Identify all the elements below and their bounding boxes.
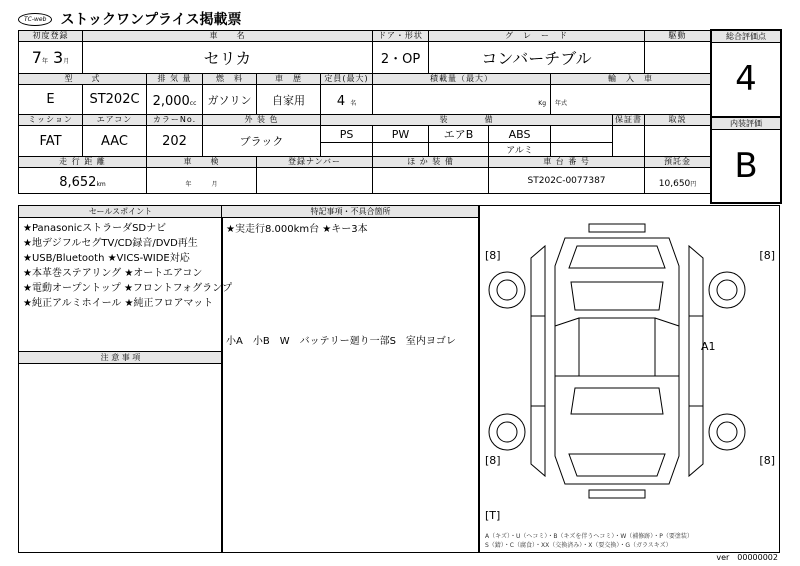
sales-point: ★本革巻ステアリング ★オートエアコン xyxy=(23,268,203,279)
exterior-color: ブラック xyxy=(203,126,321,157)
month: 3 xyxy=(53,48,64,67)
damage-mark-a1: A1 xyxy=(701,340,716,353)
interior-score: B xyxy=(734,146,758,186)
warranty-value xyxy=(613,126,645,157)
label-capacity: 定員(最大) xyxy=(321,74,373,85)
label-history: 車 歴 xyxy=(257,74,321,85)
inspection-diagram xyxy=(478,205,780,553)
equip-item: PS xyxy=(321,126,373,143)
import-year: 年式 xyxy=(551,85,711,115)
overall-score-box xyxy=(710,29,782,118)
sales-point: ★電動オープントップ ★フロントフォグランプ xyxy=(23,283,233,294)
spare-tire: [T] xyxy=(485,509,501,522)
load: Kg xyxy=(373,85,551,115)
displacement: 2,000cc xyxy=(147,85,203,115)
plate-number xyxy=(257,168,373,194)
tire-tread-rear-left: [8] xyxy=(485,454,501,467)
label-manual: 取説 xyxy=(645,115,711,126)
interior-score-box xyxy=(710,116,782,204)
sales-point: ★純正アルミホイール ★純正フロアマット xyxy=(23,298,214,309)
label-inspection: 車 検 xyxy=(147,157,257,168)
year: 7 xyxy=(31,48,42,67)
mission: FAT xyxy=(19,126,83,157)
overall-score: 4 xyxy=(735,59,757,99)
equip-item xyxy=(373,143,429,157)
label-type: 型 式 xyxy=(19,74,147,85)
manual-value xyxy=(645,126,711,157)
equip-item: PW xyxy=(373,126,429,143)
tire-tread-front-right: [8] xyxy=(759,249,775,262)
history: 自家用 xyxy=(257,85,321,115)
label-color-no: カラーNo. xyxy=(147,115,203,126)
sales-points-label: セールスポイント xyxy=(19,206,222,218)
label-import: 輸 入 車 xyxy=(551,74,711,85)
capacity: 4 名 xyxy=(321,85,373,115)
other-equipment xyxy=(373,168,489,194)
remarks-label: 特記事項・不具合箇所 xyxy=(222,206,479,218)
interior-score-label: 内装評価 xyxy=(712,118,780,130)
label-price: 預託金 xyxy=(645,157,711,168)
tire-tread-rear-right: [8] xyxy=(759,454,775,467)
sales-point: ★USB/Bluetooth ★VICS-WIDE対応 xyxy=(23,253,190,264)
door-type: 2・OP xyxy=(373,42,429,74)
tire-tread-front-left: [8] xyxy=(485,249,501,262)
equip-item: エアB xyxy=(429,126,489,143)
equip-item xyxy=(429,143,489,157)
aircon: AAC xyxy=(83,126,147,157)
mileage: 8,652km xyxy=(19,168,147,194)
chassis-number: ST202C-0077387 xyxy=(489,168,645,194)
notes-label: 注 意 事 項 xyxy=(19,352,222,364)
label-equipment: 装 備 xyxy=(321,115,613,126)
equip-item xyxy=(551,143,613,157)
label-other-equip: ほ か 装 備 xyxy=(373,157,489,168)
label-fuel: 燃 料 xyxy=(203,74,257,85)
header xyxy=(18,8,241,30)
label-chassis: 車 台 番 号 xyxy=(489,157,645,168)
remarks-box xyxy=(221,205,480,553)
tc-web-logo: TC-web xyxy=(18,13,52,26)
label-mileage: 走 行 距 離 xyxy=(19,157,147,168)
deposit: 10,650円 xyxy=(645,168,711,194)
label-warranty: 保証書 xyxy=(613,115,645,126)
fuel: ガソリン xyxy=(203,85,257,115)
remarks-line-1: ★実走行8.000km台 ★キー3本 xyxy=(226,224,368,235)
model-type: ST202C xyxy=(83,85,147,115)
color-no: 202 xyxy=(147,126,203,157)
first-reg-value: 7年 3月 xyxy=(19,42,83,74)
label-mission: ミッション xyxy=(19,115,83,126)
info-grid xyxy=(18,30,711,194)
version-label: ver 00000002 xyxy=(716,553,778,562)
car-outline-icon xyxy=(479,206,779,506)
remarks-line-2: 小A 小B W バッテリー廻り一部S 室内ヨゴレ xyxy=(226,336,456,347)
label-car-name: 車 名 xyxy=(83,31,373,42)
equip-item xyxy=(321,143,373,157)
grade: コンバーチブル xyxy=(429,42,645,74)
label-aircon: エアコン xyxy=(83,115,147,126)
label-displacement: 排 気 量 xyxy=(147,74,203,85)
sales-points-box xyxy=(18,205,233,353)
label-door: ドア・形状 xyxy=(373,31,429,42)
sales-point: ★地デジフルセグTV/CD録音/DVD再生 xyxy=(23,238,198,249)
label-plate: 登録ナンバー xyxy=(257,157,373,168)
label-grade: グ レ ー ド xyxy=(429,31,645,42)
notes-box xyxy=(18,351,223,553)
inspection: 年 月 xyxy=(147,168,257,194)
label-drive: 駆動 xyxy=(645,31,711,42)
equip-item: アルミ xyxy=(489,143,551,157)
label-exterior: 外 装 色 xyxy=(203,115,321,126)
car-name: セリカ xyxy=(83,42,373,74)
label-first-reg: 初度登録 xyxy=(19,31,83,42)
overall-score-label: 総合評価点 xyxy=(712,31,780,43)
page-title: ストックワンプライス掲載票 xyxy=(60,12,242,28)
damage-legend: A（キズ）・U（ヘコミ）・B（キズを伴うヘコミ）・W（補修跡）・P（要塗装） S（錆）・C（腐食）・XX（交換済み）・X（要交換）・G（ガラスキズ） xyxy=(485,533,693,549)
type-prefix: E xyxy=(19,85,83,115)
drive xyxy=(645,42,711,74)
equip-item: ABS xyxy=(489,126,551,143)
sales-point: ★PanasonicストラーダSDナビ xyxy=(23,223,167,234)
equip-item xyxy=(551,126,613,143)
label-load: 積載量（最大） xyxy=(373,74,551,85)
